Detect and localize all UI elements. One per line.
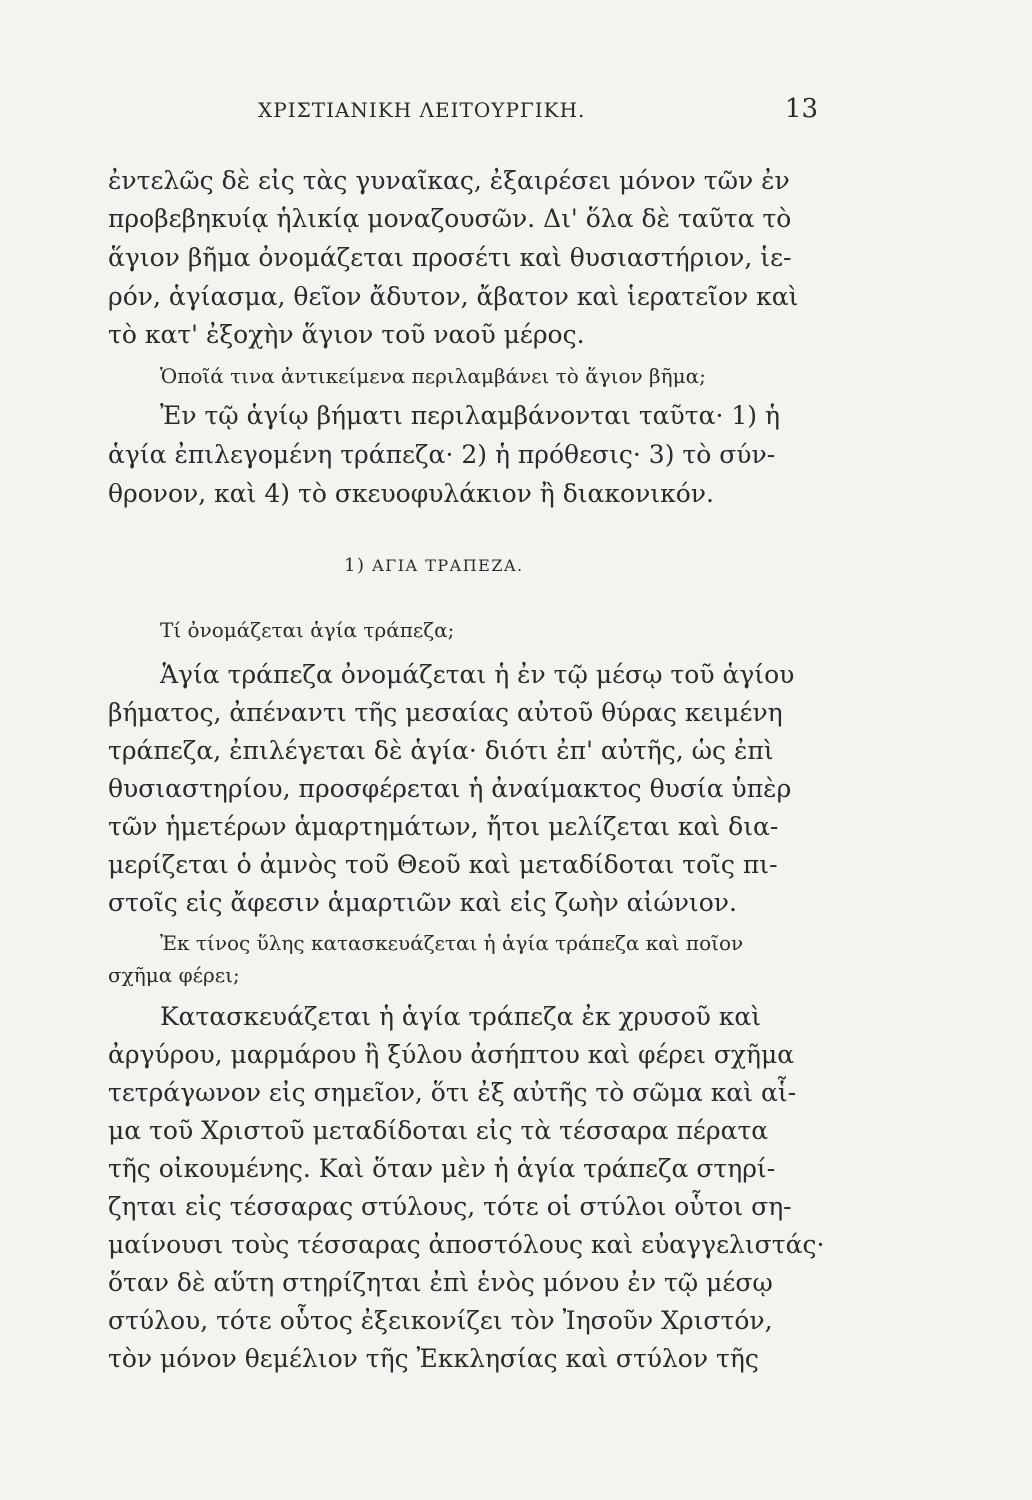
section-number: 1) xyxy=(344,555,366,576)
text-line: τὸν μόνον θεμέλιον τῆς Ἐκκλησίας καὶ στύλον τῆς xyxy=(108,1344,759,1373)
text-line: Ἁγία τράπεζα ὀνομάζεται ἡ ἐν τῷ μέσῳ τοῦ ἁγίου xyxy=(160,660,795,689)
text-line: Ἐν τῷ ἁγίῳ βήματι περιλαμβάνονται ταῦτα· 1) ἡ xyxy=(160,401,780,430)
text-line: τῆς οἰκουμένης. Καὶ ὅταν μὲν ἡ ἁγία τράπεζα στηρί- xyxy=(108,1154,776,1183)
text-line: ζηται εἰς τέσσαρας στύλους, τότε οἱ στύλοι οὗτοι ση- xyxy=(108,1192,792,1221)
text-line: ἁγία ἐπιλεγομένη τράπεζα· 2) ἡ πρόθεσις· 3) τὸ σύν- xyxy=(108,440,776,469)
question-line: σχῆμα φέρει; xyxy=(108,963,240,987)
running-title: ΧΡΙΣΤΙΑΝΙΚΗ ΛΕΙΤΟΥΡΓΙΚΗ. xyxy=(258,98,586,122)
text-line: προβεβηκυίᾳ ἡλικίᾳ μοναζουσῶν. Δι' ὅλα δὲ ταῦτα τὸ xyxy=(108,204,792,233)
text-line: μαίνουσι τοὺς τέσσαρας ἀποστόλους καὶ εὐαγγελιστάς· xyxy=(108,1230,825,1259)
text-line: θυσιαστηρίου, προσφέρεται ἡ ἀναίμακτος θυσία ὑπὲρ xyxy=(108,774,792,803)
text-line: τῶν ἡμετέρων ἁμαρτημάτων, ἤτοι μελίζεται καὶ δια- xyxy=(108,812,779,841)
text-line: ἅγιον βῆμα ὀνομάζεται προσέτι καὶ θυσιαστήριον, ἱε- xyxy=(108,243,792,272)
running-header xyxy=(258,94,818,130)
text-line: στοῖς εἰς ἄφεσιν ἁμαρτιῶν καὶ εἰς ζωὴν αἰώνιον. xyxy=(108,888,737,917)
text-line: τὸ κατ' ἐξοχὴν ἅγιον τοῦ ναοῦ μέρος. xyxy=(108,320,585,349)
section-title: ΑΓΙΑ ΤΡΑΠΕΖΑ. xyxy=(372,556,524,575)
text-line: ρόν, ἁγίασμα, θεῖον ἄδυτον, ἄβατον καὶ ἱερατεῖον καὶ xyxy=(108,282,799,311)
question-line: Ὁποῖά τινα ἀντικείμενα περιλαμβάνει τὸ ἅγιον βῆμα; xyxy=(160,364,706,388)
text-line: θρονον, καὶ 4) τὸ σκευοφυλάκιον ἢ διακονικόν. xyxy=(108,479,714,508)
text-line: μα τοῦ Χριστοῦ μεταδίδοται εἰς τὰ τέσσαρα πέρατα xyxy=(108,1116,769,1145)
text-line: τράπεζα, ἐπιλέγεται δὲ ἁγία· διότι ἐπ' αὐτῆς, ὡς ἐπὶ xyxy=(108,736,774,765)
text-line: μερίζεται ὁ ἀμνὸς τοῦ Θεοῦ καὶ μεταδίδοται τοῖς πι- xyxy=(108,850,778,879)
text-line: ἐντελῶς δὲ εἰς τὰς γυναῖκας, ἐξαιρέσει μόνον τῶν ἐν xyxy=(108,166,790,195)
text-line: τετράγωνον εἰς σημεῖον, ὅτι ἐξ αὐτῆς τὸ σῶμα καὶ αἷ- xyxy=(108,1078,797,1107)
text-line: βήματος, ἀπέναντι τῆς μεσαίας αὐτοῦ θύρας κειμένη xyxy=(108,698,783,727)
text-line: ἀργύρου, μαρμάρου ἢ ξύλου ἀσήπτου καὶ φέρει σχῆμα xyxy=(108,1040,795,1069)
text-line: στύλου, τότε οὗτος ἐξεικονίζει τὸν Ἰησοῦν Χριστόν, xyxy=(108,1306,773,1335)
question-line: Τί ὀνομάζεται ἁγία τράπεζα; xyxy=(160,618,455,642)
question-line: Ἐκ τίνος ὕλης κατασκευάζεται ἡ ἁγία τράπεζα καὶ ποῖον xyxy=(160,931,744,955)
page-number: 13 xyxy=(784,94,818,124)
text-line: ὅταν δὲ αὕτη στηρίζηται ἐπὶ ἑνὸς μόνου ἐν τῷ μέσῳ xyxy=(108,1268,773,1297)
section-heading xyxy=(344,555,524,576)
text-line: Κατασκευάζεται ἡ ἁγία τράπεζα ἐκ χρυσοῦ καὶ xyxy=(160,1002,762,1031)
